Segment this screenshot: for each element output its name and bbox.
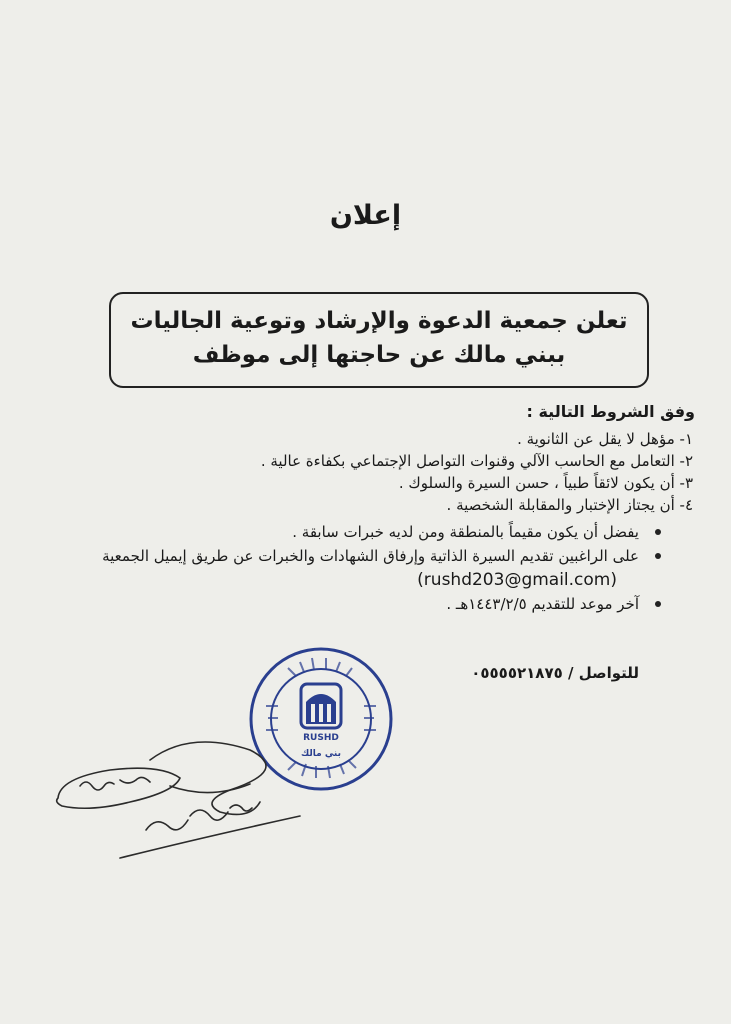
document-title: إعلان [329, 200, 402, 231]
note-item [61, 592, 661, 616]
conditions-list [63, 428, 693, 516]
svg-text:RUSHD: RUSHD [303, 733, 339, 743]
svg-text:بني مالك: بني مالك [300, 749, 342, 759]
contact-line: للتواصل / ٠٥٥٥٥٢١٨٧٥ [471, 664, 639, 682]
bullet-icon [655, 529, 661, 535]
condition-item: ٤- أن يجتاز الإختبار والمقابلة الشخصية . [446, 496, 693, 514]
bullet-icon [655, 553, 661, 559]
bullet-icon [655, 601, 661, 607]
handwritten-signature-icon [50, 720, 350, 870]
email-address: (rushd203@gmail.com) [417, 570, 617, 590]
condition-item: ٢- التعامل مع الحاسب الآلي وقنوات التواصل الإجتماعي بكفاءة عالية . [260, 452, 693, 470]
announcement-box: تعلن جمعية الدعوة والإرشاد وتوعية الجاليات ببني مالك عن حاجتها إلى موظف [109, 292, 649, 388]
note-text: آخر موعد للتقديم ١٤٤٣/٢/٥هـ . [446, 595, 639, 613]
notes-list [61, 520, 661, 616]
note-item [61, 544, 661, 592]
note-text: على الراغبين تقديم السيرة الذاتية وإرفاق الشهادات والخبرات عن طريق إيميل الجمعية [102, 547, 639, 565]
conditions-header: وفق الشروط التالية : [526, 402, 695, 421]
condition-item: ٣- أن يكون لائقاً طبياً ، حسن السيرة والسلوك . [398, 474, 693, 492]
condition-item: ١- مؤهل لا يقل عن الثانوية . [517, 430, 693, 448]
note-text: يفضل أن يكون مقيماً بالمنطقة ومن لديه خبرات سابقة . [292, 523, 639, 541]
note-item [61, 520, 661, 544]
